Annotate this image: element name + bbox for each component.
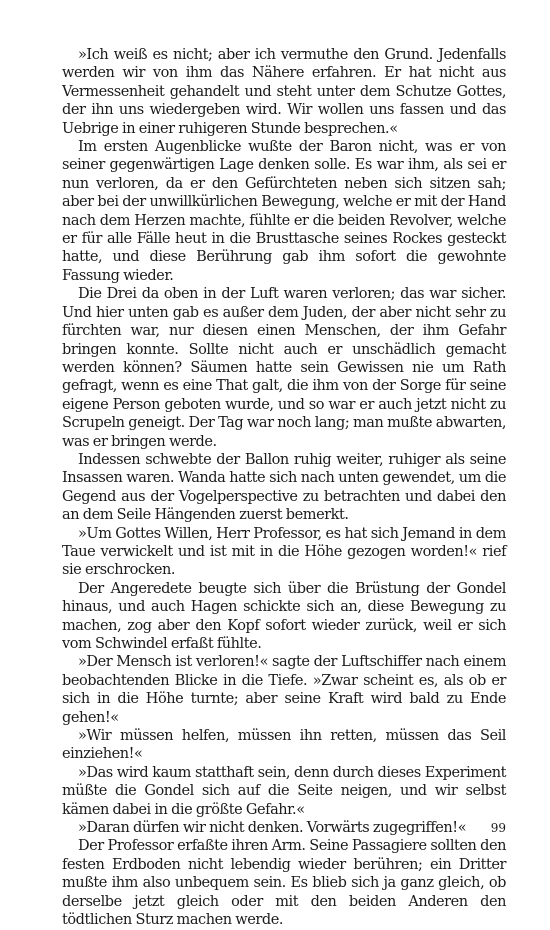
paragraph: »Ich weiß es nicht; aber ich vermuthe den Grund. Jedenfalls werden wir von ihm das Nähere erfahren. Er hat nicht aus Vermessenheit gehandelt und steht unter dem Schutze Gottes, der ihn uns wiedergeben wird. Wir wollen uns fassen und das Uebrige in einer ruhigeren Stunde besprechen.« [62, 47, 506, 137]
paragraph: Indessen schwebte der Ballon ruhig weiter, ruhiger als seine Insassen waren. Wanda hatte sich nach unten gewendet, um die Gegend aus der Vogelperspective zu betrachten und dabei den an dem Seile Hängenden zuerst bemerkt. [62, 451, 506, 524]
paragraph: Die Drei da oben in der Luft waren verloren; das war sicher. Und hier unten gab es außer dem Juden, der aber nicht sehr zu fürchten war, nur diesen einen Menschen, der ihm Gefahr bringen konnte. Sollte nicht auch er unschädlich gemacht werden können? Säumen hatte sein Gewissen nie um Rath gefragt, wenn es eine That galt, die ihm von der Sorge für seine eigene Person geboten wurde, und so war er auch jetzt nicht zu Scrupeln geneigt. Der Tag war noch lang; man mußte abwarten, was er bringen werde. [62, 286, 506, 450]
page-number: 99 [490, 821, 506, 835]
paragraph: »Um Gottes Willen, Herr Professor, es hat sich Jemand in dem Taue verwickelt und ist mit in die Höhe gezogen worden!« rief sie erschrocken. [62, 525, 506, 579]
paragraph: »Wir müssen helfen, müssen ihn retten, müssen das Seil einziehen!« [62, 728, 506, 763]
paragraph: »Das wird kaum statthaft sein, denn durch dieses Experiment müßte die Gondel sich auf die Seite neigen, und wir selbst kämen dabei in die größte Gefahr.« [62, 764, 506, 818]
paragraph: Der Angeredete beugte sich über die Brüstung der Gondel hinaus, und auch Hagen schickte sich an, diese Bewegung zu machen, zog aber den Kopf sofort wieder zurück, weil er sich vom Schwindel erfaßt fühlte. [62, 580, 506, 652]
body-text [62, 46, 506, 930]
paragraph: »Der Mensch ist verloren!« sagte der Luftschiffer nach einem beobachtenden Blicke in die Tiefe. »Zwar scheint es, als ob er sich in die Höhe turnte; aber seine Kraft wird bald zu Ende gehen!« [62, 654, 506, 726]
paragraph: Der Professor erfaßte ihren Arm. Seine Passagiere sollten den festen Erdboden nicht lebendig wieder berühren; ein Dritter mußte ihm also unbequem sein. Es blieb sich ja ganz gleich, ob derselbe jetzt gleich oder mit den beiden Anderen den tödtlichen Sturz machen werde. [62, 838, 506, 929]
paragraph: Im ersten Augenblicke wußte der Baron nicht, was er von seiner gegenwärtigen Lage denken solle. Es war ihm, als sei er nun verloren, da er den Gefürchteten neben sich sitzen sah; aber bei der unwillkürlichen Bewegung, welche er mit der Hand nach dem Herzen machte, fühlte er die beiden Revolver, welche er für alle Fälle heut in die Brusttasche seines Rockes gesteckt hatte, und diese Berührung gab ihm sofort die gewohnte Fassung wieder. [62, 139, 506, 284]
paragraph: »Daran dürfen wir nicht denken. Vorwärts zugegriffen!« [78, 820, 467, 837]
